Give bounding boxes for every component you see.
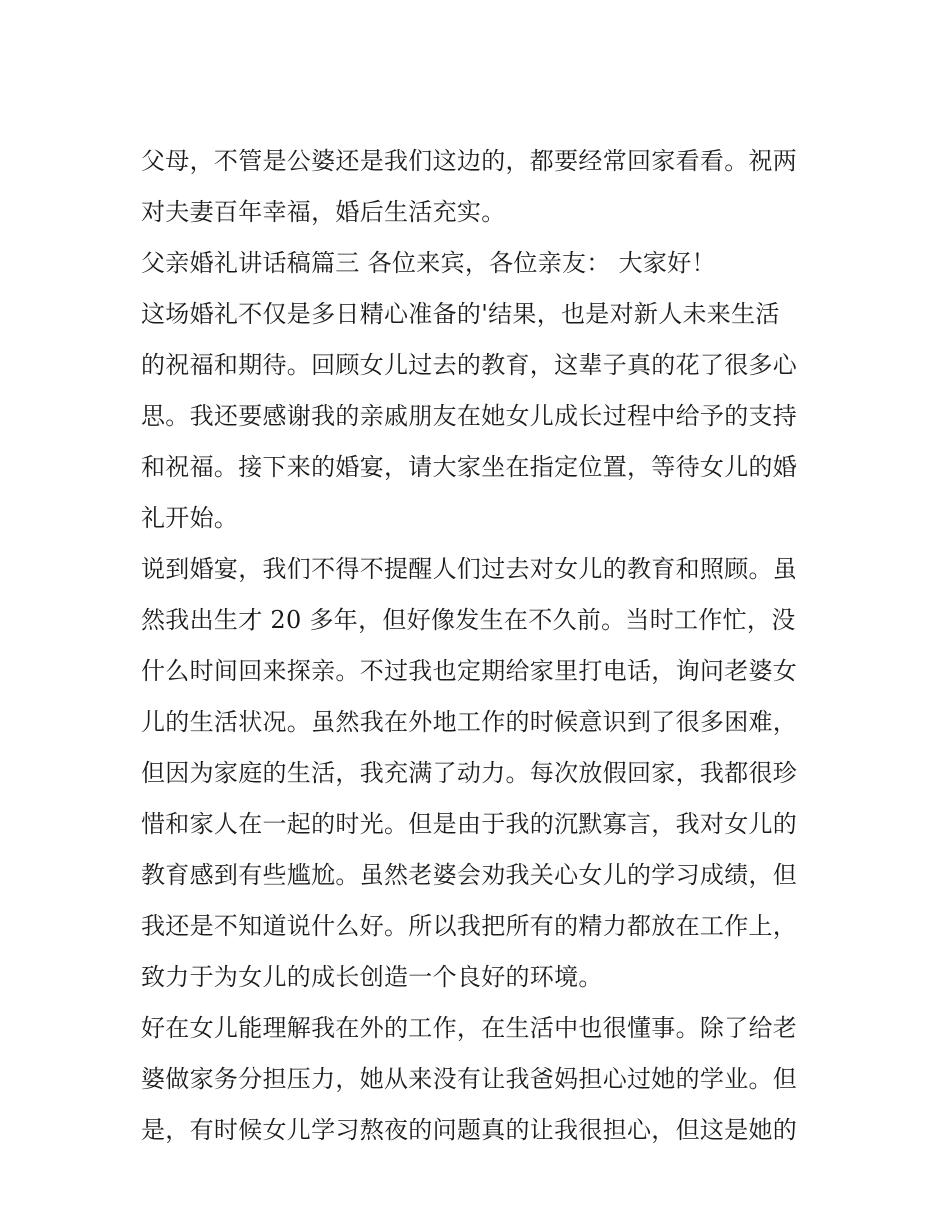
text-line: 这场婚礼不仅是多日精心准备的'结果，也是对新人未来生活 <box>141 300 780 328</box>
text-line: 和祝福。接下来的婚宴，请大家坐在指定位置，等待女儿的婚 <box>141 453 798 481</box>
text-line: 致力于为女儿的成长创造一个良好的环境。 <box>141 963 603 991</box>
text-line: 好在女儿能理解我在外的工作，在生活中也很懂事。除了给老 <box>141 1014 798 1042</box>
text-line: 我还是不知道说什么好。所以我把所有的精力都放在工作上， <box>141 912 798 940</box>
text-line: 对夫妻百年幸福，婚后生活充实。 <box>141 198 506 226</box>
document-body <box>141 136 821 1156</box>
text-line: 然我出生才 20 多年，但好像发生在不久前。当时工作忙，没 <box>141 606 796 634</box>
text-line: 说到婚宴，我们不得不提醒人们过去对女儿的教育和照顾。虽 <box>141 555 798 583</box>
text-line: 教育感到有些尴尬。虽然老婆会劝我关心女儿的学习成绩，但 <box>141 861 798 889</box>
text-line: 思。我还要感谢我的亲戚朋友在她女儿成长过程中给予的支持 <box>141 402 798 430</box>
text-line: 但因为家庭的生活，我充满了动力。每次放假回家，我都很珍 <box>141 759 798 787</box>
text-line: 父母，不管是公婆还是我们这边的，都要经常回家看看。祝两 <box>141 147 798 175</box>
text-line: 什么时间回来探亲。不过我也定期给家里打电话，询问老婆女 <box>141 657 798 685</box>
text-line: 是，有时候女儿学习熬夜的问题真的让我很担心，但这是她的 <box>141 1116 798 1144</box>
text-line: 礼开始。 <box>141 504 239 532</box>
section-heading-line: 父亲婚礼讲话稿篇三 各位来宾，各位亲友： 大家好！ <box>141 249 716 277</box>
text-line: 儿的生活状况。虽然我在外地工作的时候意识到了很多困难， <box>141 708 798 736</box>
text-line: 惜和家人在一起的时光。但是由于我的沉默寡言，我对女儿的 <box>141 810 798 838</box>
text-line: 婆做家务分担压力，她从来没有让我爸妈担心过她的学业。但 <box>141 1065 798 1093</box>
text-line: 的祝福和期待。回顾女儿过去的教育，这辈子真的花了很多心 <box>141 351 798 379</box>
